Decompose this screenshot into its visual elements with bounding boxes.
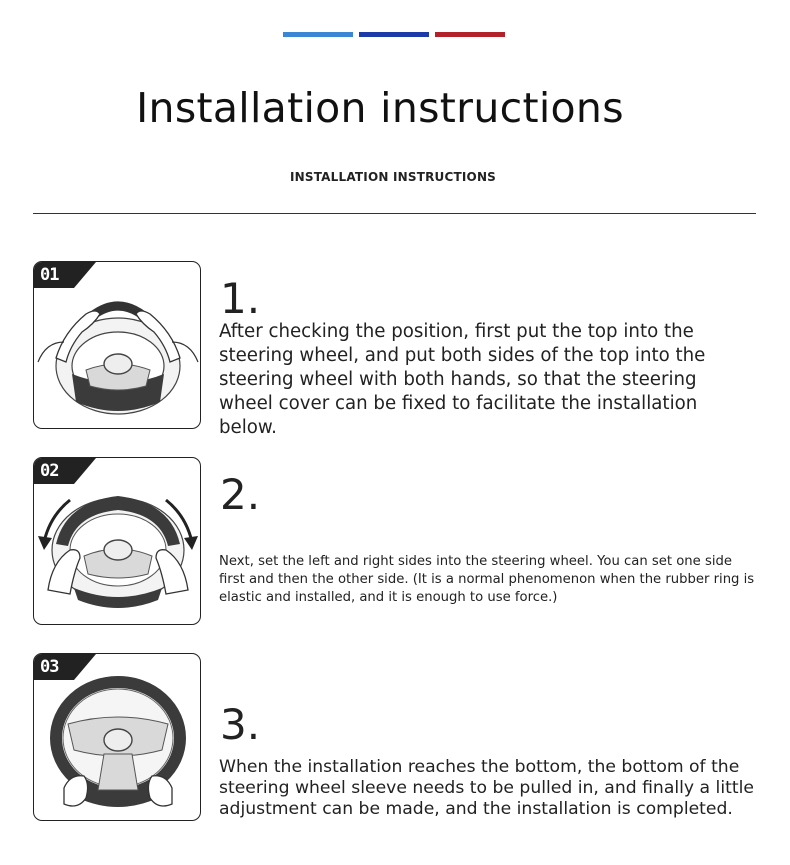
- navy-bar: [359, 32, 429, 37]
- page-title: Installation instructions: [136, 84, 624, 132]
- red-bar: [435, 32, 505, 37]
- step-3-illustration: [33, 653, 201, 821]
- step-description: Next, set the left and right sides into the steering wheel. You can set one side first and then the other side. (It is a normal phenomenon when the rubber ring is elastic and installed, and it is enough to use force.): [219, 554, 755, 605]
- step-badge: 02: [40, 461, 59, 481]
- blue-bar: [283, 32, 353, 37]
- step-number: 2.: [220, 470, 261, 519]
- step-number: 3.: [220, 700, 261, 749]
- step-1-illustration: [33, 261, 201, 429]
- divider: [33, 213, 756, 214]
- page-subtitle: INSTALLATION INSTRUCTIONS: [289, 170, 497, 184]
- step-badge: 01: [40, 265, 59, 285]
- step-number: 1.: [220, 274, 261, 323]
- color-bars: [283, 32, 508, 38]
- step-badge: 03: [40, 657, 59, 677]
- step-description: When the installation reaches the bottom, the bottom of the steering wheel sleeve needs to be pulled in, and finally a little adjustment can be made, and the installation is completed.: [219, 757, 754, 819]
- step-description: After checking the position, first put the top into the steering wheel, and put both sides of the top into the steering wheel with both hands, so that the steering wheel cover can be fixed to facilitate the installation below.: [219, 321, 706, 438]
- step-2-illustration: [33, 457, 201, 625]
